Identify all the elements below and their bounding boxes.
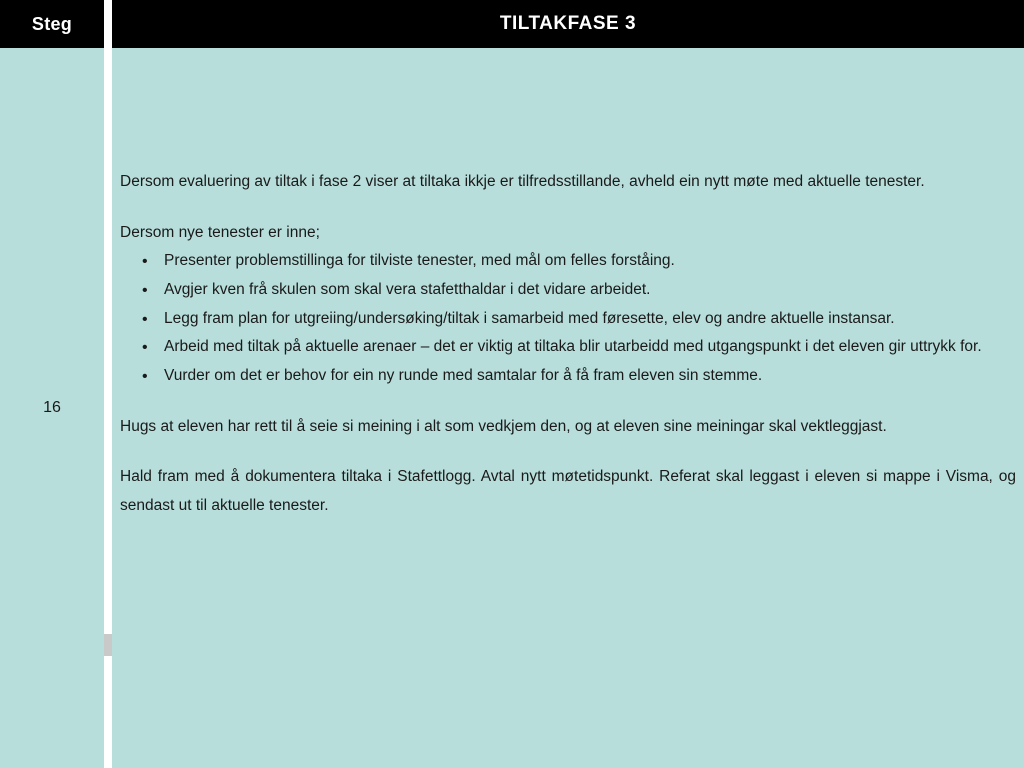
list-item: • Vurder om det er behov for ein ny runde med samtalar for å få fram eleven sin stemme.: [142, 362, 1016, 391]
header-cell-step: Steg: [0, 0, 104, 48]
scroll-marker: [104, 634, 112, 656]
bullet-list: [120, 247, 1016, 390]
list-item: • Avgjer kven frå skulen som skal vera stafetthaldar i det vidare arbeidet.: [142, 276, 1016, 305]
spacer: [120, 197, 1016, 219]
header-cell-title: TILTAKFASE 3: [112, 0, 1024, 48]
spacer: [120, 441, 1016, 463]
table-body-row: [0, 48, 1024, 768]
header-column-divider: [104, 0, 112, 48]
list-item: • Presenter problemstillinga for tilviste tenester, med mål om felles forståing.: [142, 247, 1016, 276]
paragraph-documentation: Hald fram med å dokumentera tiltaka i Stafettlogg. Avtal nytt møtetidspunkt. Referat skal leggast i eleven si mappe i Visma, og sendast ut til aktuelle tenester.: [120, 468, 1016, 515]
step-number-cell: [0, 48, 104, 768]
paragraph-new-services-heading: Dersom nye tenester er inne;: [120, 223, 320, 241]
list-item: • Legg fram plan for utgreiing/undersøking/tiltak i samarbeid med føresette, elev og andre aktuelle instansar.: [142, 305, 1016, 334]
content-body: [120, 168, 1016, 521]
paragraph-reminder: Hugs at eleven har rett til å seie si meining i alt som vedkjem den, og at eleven sine meiningar skal vektleggjast.: [120, 417, 887, 435]
paragraph-intro: Dersom evaluering av tiltak i fase 2 viser at tiltaka ikkje er tilfredsstillande, avheld ein nytt møte med aktuelle tenester.: [120, 173, 925, 190]
spacer: [120, 391, 1016, 413]
list-item: • Arbeid med tiltak på aktuelle arenaer – det er viktig at tiltaka blir utarbeidd med utgangspunkt i det eleven gir uttrykk for.: [142, 333, 1016, 362]
step-number: 16: [43, 399, 61, 416]
column-divider: [104, 48, 112, 768]
content-cell: [112, 48, 1024, 768]
table-header-row: [0, 0, 1024, 48]
